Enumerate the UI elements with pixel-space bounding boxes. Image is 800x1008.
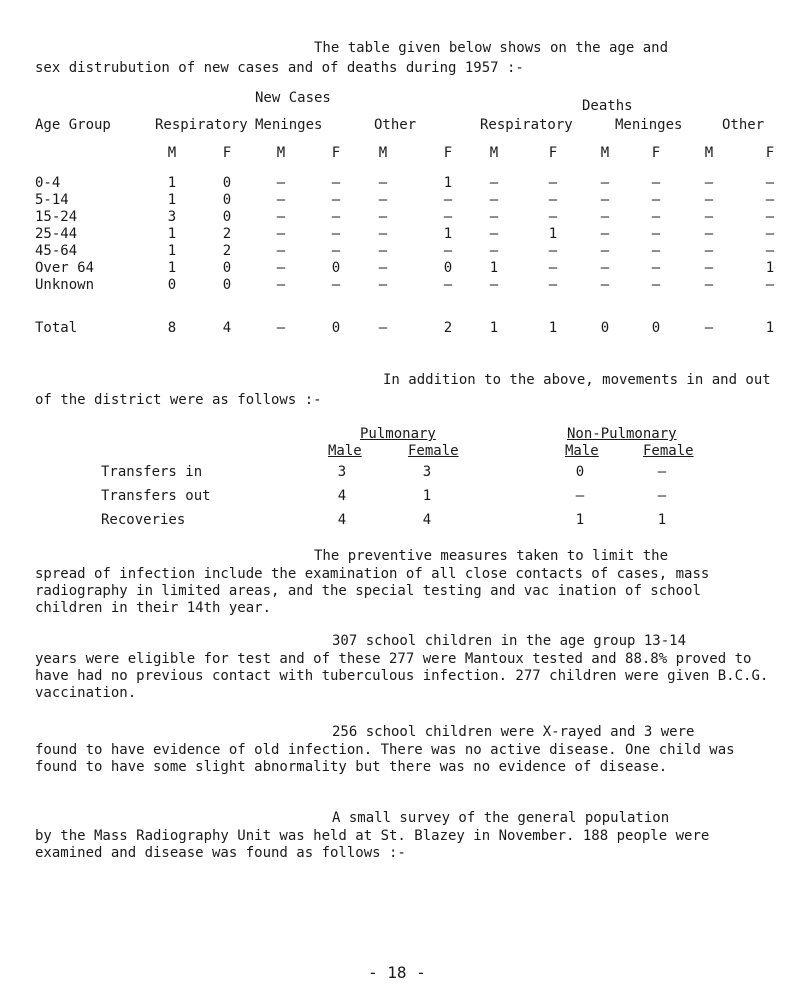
intro-line-2: sex distrubution of new cases and of deaths during 1957 :- [35,60,524,76]
table-cell: – [600,260,610,276]
table-cell: – [765,175,775,191]
deaths-respiratory-header: Respiratory [480,117,573,133]
table-cell: 1 [422,488,432,504]
table-cell: 0 [167,277,177,293]
table-cell: – [378,192,388,208]
non-pulmonary-header: Non-Pulmonary [567,426,677,442]
table-cell: 0 [575,464,585,480]
age-group-label: 0-4 [35,175,61,191]
table-cell: 1 [167,243,177,259]
table-cell: 0 [222,260,232,276]
table-cell: 1 [575,512,585,528]
table-cell: – [489,209,499,225]
table-cell: 4 [337,488,347,504]
table-cell: 1 [548,226,558,242]
new-cases-header: New Cases [255,90,331,106]
table-cell: – [489,192,499,208]
table-cell: – [276,175,286,191]
movement-label: Recoveries [101,512,186,528]
table-cell: – [704,320,714,336]
age-group-label: 5-14 [35,192,69,208]
table-cell: – [443,243,453,259]
non-pulmonary-female-header: Female [643,443,694,459]
table-cell: – [548,192,558,208]
intro-line-1: The table given below shows on the age and [314,40,669,56]
age-group-label: 45-64 [35,243,78,259]
pulmonary-header: Pulmonary [360,426,436,442]
age-group-label: 25-44 [35,226,78,242]
table-cell: – [704,192,714,208]
table-cell: 0 [331,320,341,336]
table-cell: 4 [337,512,347,528]
table-cell: – [765,277,775,293]
table-cell: 1 [167,226,177,242]
table-cell: 0 [222,175,232,191]
page-number: - 18 - [368,963,426,982]
respiratory-header: Respiratory [155,117,248,133]
table-cell: – [651,192,661,208]
table-cell: – [657,464,667,480]
table-cell: 1 [443,175,453,191]
para2-body: years were eligible for test and of these 277 were Mantoux tested and 88.8% proved to have had no previous contact with tuberculous infection. 277 children were given B.C.G. vaccination. [35,651,769,701]
table-cell: – [704,243,714,259]
table-cell: – [651,226,661,242]
pulmonary-male-header: Male [328,443,362,459]
table-cell: – [378,226,388,242]
table-cell: – [276,226,286,242]
table-cell: – [600,277,610,293]
sex-label: F [765,145,775,161]
age-group-header: Age Group [35,117,111,133]
table-cell: 2 [443,320,453,336]
table-cell: 1 [657,512,667,528]
table-cell: 1 [443,226,453,242]
table-cell: – [765,209,775,225]
table-cell: – [378,209,388,225]
table-cell: – [548,260,558,276]
para3-first-line: 256 school children were X-rayed and 3 were [332,724,695,740]
table-cell: 8 [167,320,177,336]
non-pulmonary-male-header: Male [565,443,599,459]
addition-line-1: In addition to the above, movements in and out [383,372,771,388]
table-cell: – [600,243,610,259]
table-cell: – [331,192,341,208]
table-cell: – [378,175,388,191]
table-cell: – [765,192,775,208]
table-cell: – [489,226,499,242]
table-cell: 0 [443,260,453,276]
table-cell: – [765,243,775,259]
table-cell: – [331,243,341,259]
pulmonary-female-header: Female [408,443,459,459]
table-cell: – [704,209,714,225]
table-cell: – [331,209,341,225]
table-cell: – [331,226,341,242]
table-cell: – [489,277,499,293]
table-cell: 0 [222,277,232,293]
sex-label: M [378,145,388,161]
table-cell: – [600,175,610,191]
table-cell: 1 [489,320,499,336]
table-cell: 1 [765,320,775,336]
table-cell: – [276,243,286,259]
table-cell: 2 [222,243,232,259]
table-cell: 0 [651,320,661,336]
table-cell: – [378,320,388,336]
table-cell: – [548,175,558,191]
table-cell: 1 [489,260,499,276]
table-cell: – [575,488,585,504]
table-cell: 1 [765,260,775,276]
table-cell: – [489,243,499,259]
para4-body: by the Mass Radiography Unit was held at St. Blazey in November. 188 people were examined and disease was found as follows :- [35,828,710,861]
para2-first-line: 307 school children in the age group 13-14 [332,633,687,649]
movement-label: Transfers in [101,464,203,480]
deaths-header: Deaths [582,98,633,114]
sex-label: M [167,145,177,161]
table-cell: 0 [222,209,232,225]
table-cell: 3 [167,209,177,225]
sex-label: F [651,145,661,161]
table-cell: – [704,260,714,276]
table-cell: 0 [600,320,610,336]
table-cell: – [651,260,661,276]
table-cell: – [276,260,286,276]
table-cell: 4 [222,320,232,336]
sex-label: F [331,145,341,161]
table-cell: – [443,277,453,293]
table-cell: – [548,209,558,225]
table-cell: – [765,226,775,242]
sex-label: M [489,145,499,161]
table-cell: 1 [548,320,558,336]
table-cell: – [651,277,661,293]
table-cell: – [331,277,341,293]
table-cell: 3 [422,464,432,480]
age-group-label: Total [35,320,78,336]
table-cell: – [276,209,286,225]
table-cell: – [704,226,714,242]
table-cell: – [651,175,661,191]
para3-body: found to have evidence of old infection. There was no active disease. One child was found to have some slight abnormality but there was no evidence of disease. [35,742,735,775]
table-cell: 0 [331,260,341,276]
deaths-other-header: Other [722,117,765,133]
table-cell: – [378,243,388,259]
age-group-label: 15-24 [35,209,78,225]
addition-line-2: of the district were as follows :- [35,392,322,408]
table-cell: – [600,192,610,208]
table-cell: – [704,277,714,293]
table-cell: – [600,226,610,242]
table-cell: – [276,277,286,293]
sex-label: M [276,145,286,161]
table-cell: – [443,209,453,225]
sex-label: F [443,145,453,161]
para1-first-line: The preventive measures taken to limit the [314,548,669,564]
table-cell: – [548,277,558,293]
sex-label: F [548,145,558,161]
age-group-label: Over 64 [35,260,95,276]
movement-label: Transfers out [101,488,211,504]
table-cell: – [600,209,610,225]
table-cell: 1 [167,175,177,191]
table-cell: – [276,320,286,336]
deaths-meninges-header: Meninges [615,117,683,133]
para1-body: spread of infection include the examination of all close contacts of cases, mass radiography in limited areas, and the special testing and vac ination of school children in their 14th year. [35,566,710,616]
table-cell: 1 [167,192,177,208]
table-cell: – [276,192,286,208]
sex-label: M [704,145,714,161]
table-cell: 3 [337,464,347,480]
table-cell: – [378,260,388,276]
sex-label: F [222,145,232,161]
other-header: Other [374,117,417,133]
sex-label: M [600,145,610,161]
table-cell: – [331,175,341,191]
table-cell: – [548,243,558,259]
table-cell: 1 [167,260,177,276]
table-cell: – [657,488,667,504]
age-group-label: Unknown [35,277,95,293]
table-cell: 2 [222,226,232,242]
meninges-header: Meninges [255,117,323,133]
table-cell: – [443,192,453,208]
para4-first-line: A small survey of the general population [332,810,670,826]
table-cell: – [704,175,714,191]
table-cell: – [651,243,661,259]
table-cell: 4 [422,512,432,528]
table-cell: – [651,209,661,225]
table-cell: – [489,175,499,191]
table-cell: 0 [222,192,232,208]
table-cell: – [378,277,388,293]
